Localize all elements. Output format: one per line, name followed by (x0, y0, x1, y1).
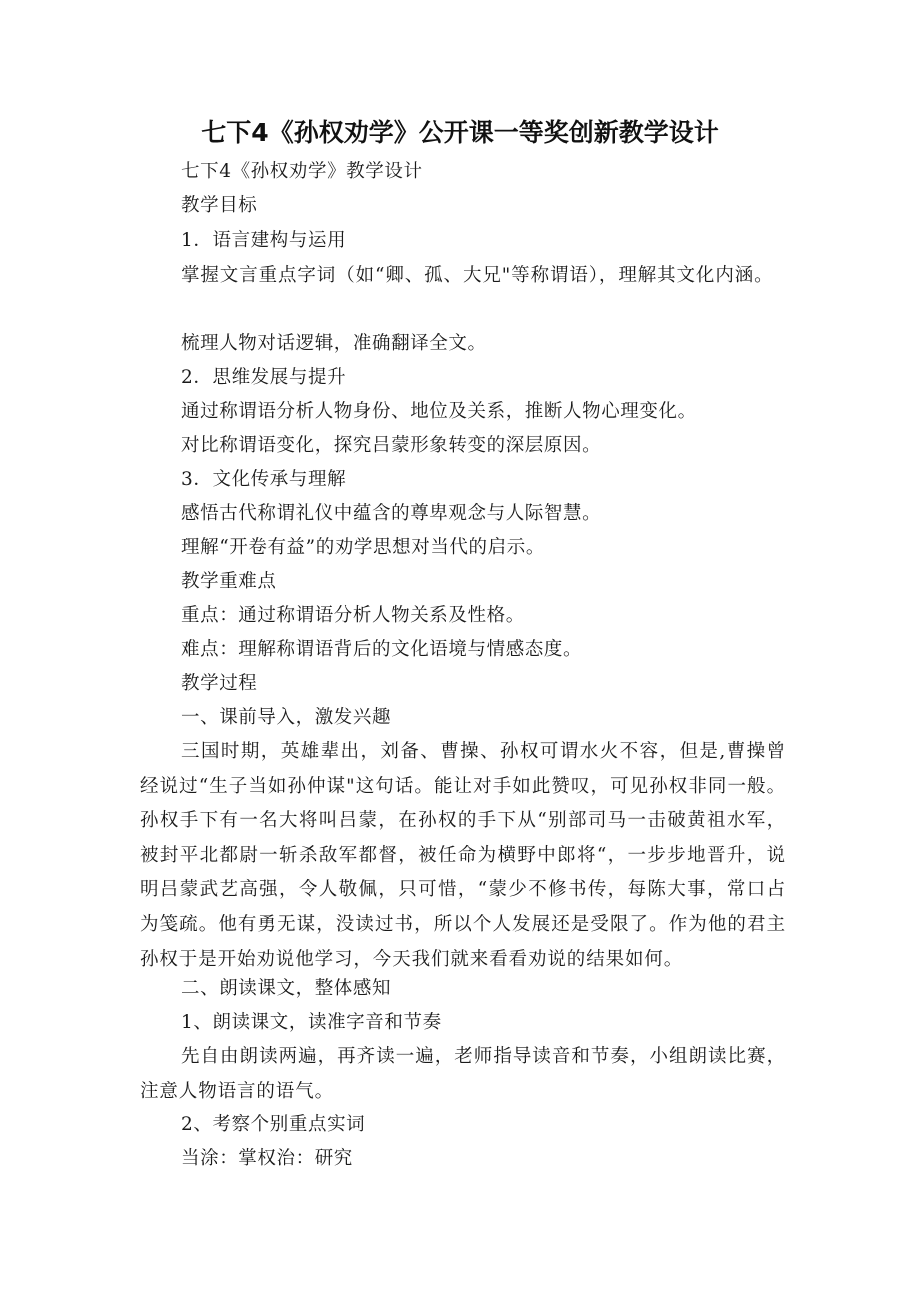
step-2-sub-2-heading: 2、考察个别重点实词 (181, 1114, 366, 1135)
step-2-heading: 二、朗读课文，整体感知 (181, 978, 392, 999)
objective-3-heading: 3．文化传承与理解 (181, 469, 347, 490)
key-point-focus: 重点：通过称谓语分析人物关系及性格。 (181, 605, 525, 626)
objective-2-paragraph-1: 通过称谓语分析人物身份、地位及关系，推断人物心理变化。 (181, 401, 697, 422)
document-title: 七下4《孙权劝学》公开课一等奖创新教学设计 (201, 118, 719, 147)
document-subtitle: 七下4《孙权劝学》教学设计 (181, 161, 423, 182)
objective-3-paragraph-2: 理解“开卷有益”的劝学思想对当代的启示。 (181, 537, 545, 558)
key-point-difficulty: 难点：理解称谓语背后的文化语境与情感态度。 (181, 639, 583, 660)
objective-1-paragraph-1: 掌握文言重点字词（如“卿、孤、大兄"等称谓语），理解其文化内涵。 (181, 265, 774, 286)
key-points-heading: 教学重难点 (181, 571, 277, 592)
process-heading: 教学过程 (181, 673, 258, 694)
objective-2-paragraph-2: 对比称谓语变化，探究吕蒙形象转变的深层原因。 (181, 435, 602, 456)
objective-2-heading: 2．思维发展与提升 (181, 367, 347, 388)
step-2-sub-2-item-1: 当涂：掌权治：研究 (181, 1148, 353, 1169)
objective-1-paragraph-2: 梳理人物对话逻辑，准确翻译全文。 (181, 333, 487, 354)
objectives-heading: 教学目标 (181, 195, 258, 216)
step-1-heading: 一、课前导入，激发兴趣 (181, 707, 392, 728)
step-1-paragraph: 三国时期，英雄辈出，刘备、曹操、孙权可谓水火不容，但是,曹操曾经说过“生子当如孙仲谋"这句话。能让对手如此赞叹，可见孙权非同一般。孙权手下有一名大将叫吕蒙，在孙权的手下从“别部司马一击破黄祖水军，被封平北都尉一斩杀敌军都督，被任命为横野中郎将“，一步步地晋升，说明吕蒙武艺高强，令人敬佩，只可惜，“蒙少不修书传，每陈大事，常口占为笺疏。他有勇无谋，没读过书，所以个人发展还是受限了。作为他的君主孙权于是开始劝说他学习，今天我们就来看看劝说的结果如何。 (140, 741, 786, 970)
step-2-sub-1-heading: 1、朗读课文，读准字音和节奏 (181, 1012, 442, 1033)
step-2-sub-1-paragraph: 先自由朗读两遍，再齐读一遍，老师指导读音和节奏，小组朗读比赛，注意人物语言的语气。 (140, 1046, 786, 1102)
objective-1-heading: 1．语言建构与运用 (181, 230, 347, 251)
objective-3-paragraph-1: 感悟古代称谓礼仪中蕴含的尊卑观念与人际智慧。 (181, 503, 602, 524)
